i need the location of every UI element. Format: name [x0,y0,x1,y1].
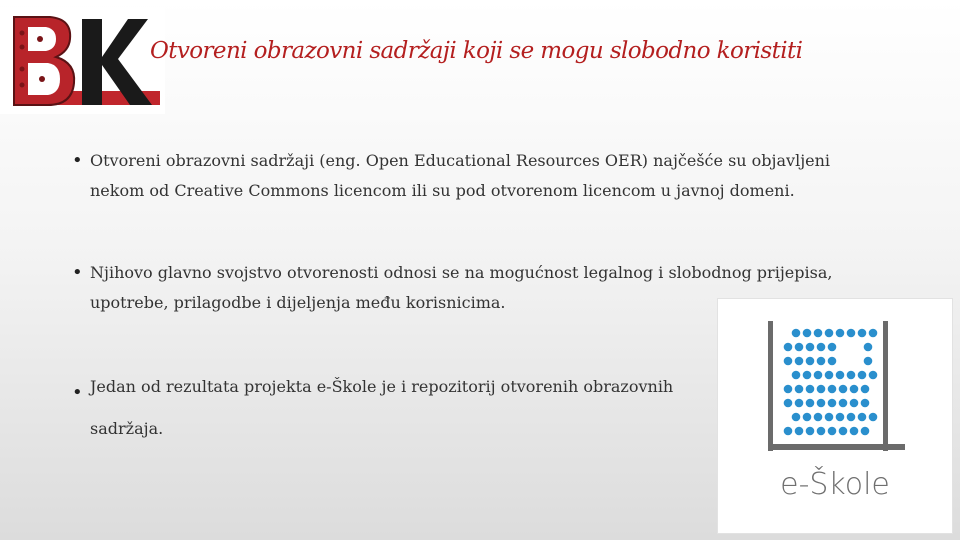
page-title: Otvoreni obrazovni sadržaji koji se mogu slobodno koristiti [150,38,803,64]
bullet-dot-icon: • [72,150,83,171]
abacus-bead [817,385,826,394]
abacus-bead [817,357,826,366]
abacus-bead [828,343,837,352]
abacus-icon [718,299,952,459]
abacus-bead [864,343,873,352]
abacus-bead [861,399,870,408]
abacus-bead [847,371,856,380]
abacus-bead [806,343,815,352]
abacus-bead [817,343,826,352]
abacus-bead [828,357,837,366]
abacus-bead [850,427,859,436]
abacus-bead [795,427,804,436]
abacus-bead [847,413,856,422]
abacus-bead [825,329,834,338]
abacus-bead [784,399,793,408]
abacus-bead [839,385,848,394]
bullet-item [72,366,712,450]
abacus-bead [803,371,812,380]
abacus-bead [803,329,812,338]
abacus-bead [825,413,834,422]
abacus-bead [850,399,859,408]
abacus-bead [836,371,845,380]
abacus-bead [858,413,867,422]
abacus-bead [795,385,804,394]
abacus-bead [839,427,848,436]
abacus-bead [869,371,878,380]
abacus-bead [784,385,793,394]
abacus-bead [806,427,815,436]
bullet-text: Jedan od rezultata projekta e-Škole je i repozitorij otvorenih obrazovnih sadržaja. [90,377,674,438]
abacus-bead [825,371,834,380]
bullet-dot-icon: • [72,262,83,283]
abacus-bead [869,413,878,422]
abacus-bead [806,357,815,366]
abacus-bead [792,329,801,338]
abacus-bead [792,413,801,422]
bk-logo-icon [0,7,165,114]
abacus-bead [861,385,870,394]
bullet-item [72,146,882,206]
abacus-bead [814,329,823,338]
abacus-bead [792,371,801,380]
abacus-bead [836,413,845,422]
abacus-bead [814,371,823,380]
abacus-bead [861,427,870,436]
bullet-dot-icon: • [72,382,83,403]
abacus-bead [795,357,804,366]
abacus-bead [828,385,837,394]
bk-logo-graphic [0,7,165,114]
abacus-bead [784,427,793,436]
abacus-bead [847,329,856,338]
abacus-bead [803,413,812,422]
abacus-bead [839,399,848,408]
abacus-bead [828,427,837,436]
abacus-bead [858,371,867,380]
abacus-bead [864,357,873,366]
abacus-bead [814,413,823,422]
abacus-bead [806,385,815,394]
abacus-bead [806,399,815,408]
eskole-label: e-Škole [780,467,890,502]
abacus-bead [784,357,793,366]
abacus-bead [784,343,793,352]
abacus-bead [795,399,804,408]
abacus-bead [858,329,867,338]
bullet-text: Otvoreni obrazovni sadržaji (eng. Open Educational Resources OER) najčešće su objavljeni nekom od Creative Commons licencom ili su pod otvorenom licencom u javnoj domeni. [90,151,831,200]
abacus-bead [869,329,878,338]
abacus-bead [836,329,845,338]
abacus-bead [817,399,826,408]
bullet-text: Njihovo glavno svojstvo otvorenosti odnosi se na mogućnost legalnog i slobodnog prijepisa, upotrebe, prilagodbe i dijeljenja među korisnicima. [90,263,833,312]
abacus-bead [817,427,826,436]
abacus-bead [795,343,804,352]
abacus-bead [850,385,859,394]
abacus-bead [828,399,837,408]
eskole-logo-card [717,298,953,534]
